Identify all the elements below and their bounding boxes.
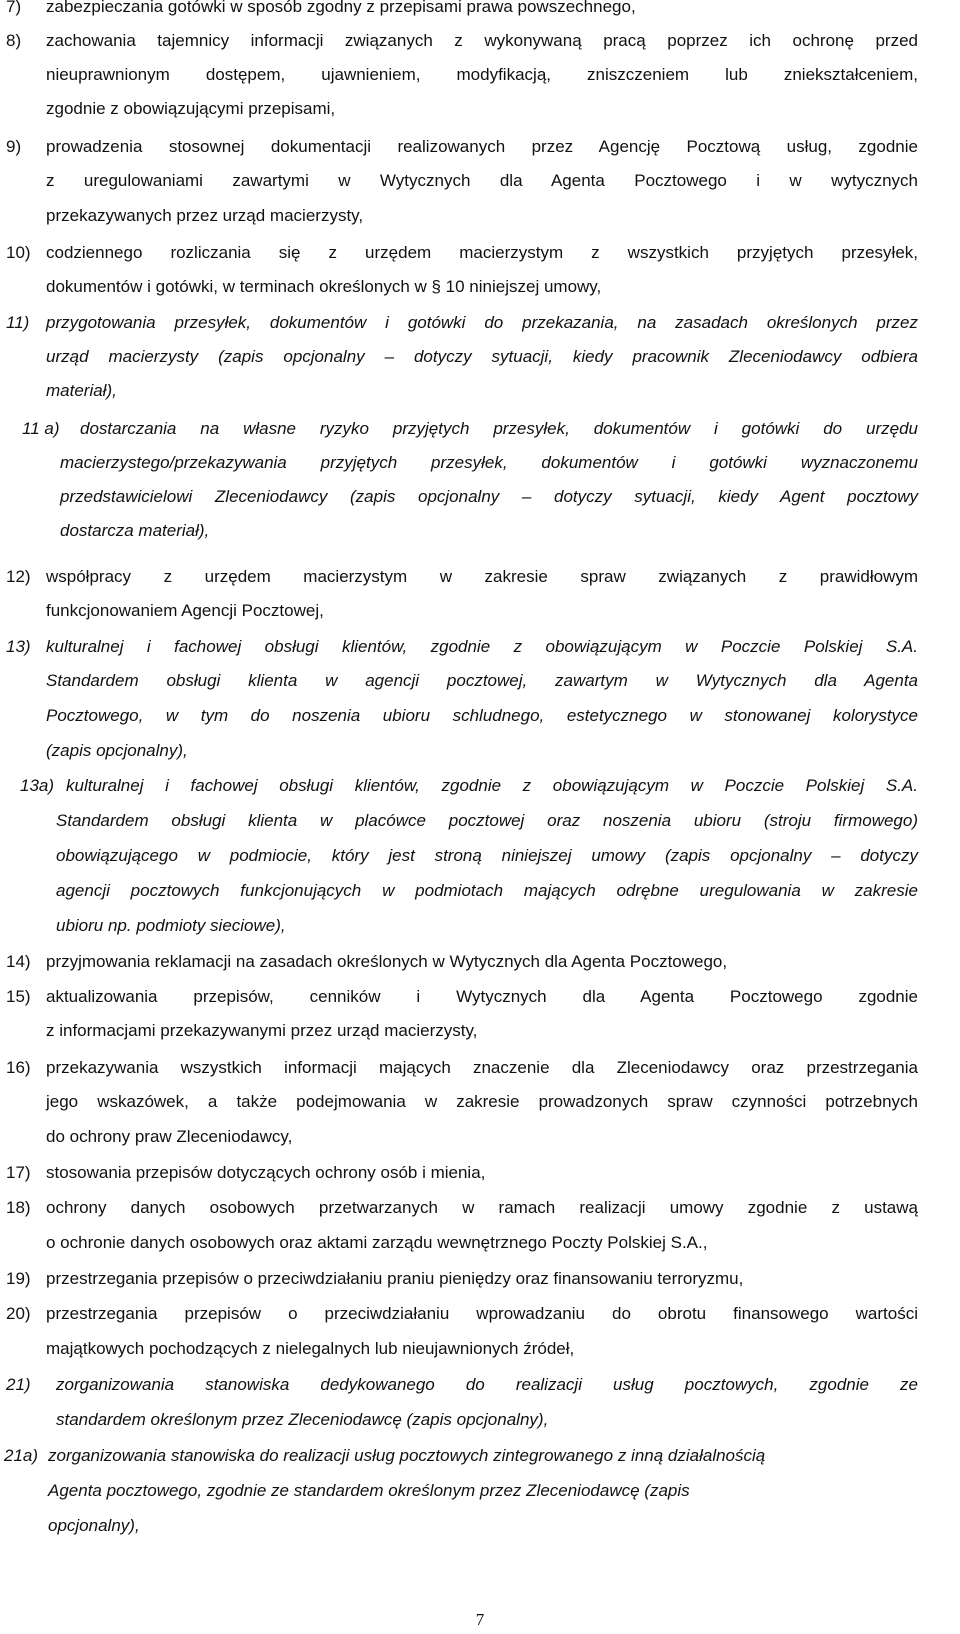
item-text-line: współpracy z urzędem macierzystym w zakresie spraw związanych z prawidłowym <box>46 567 918 586</box>
page-number: 7 <box>475 1610 485 1629</box>
item-text-line: funkcjonowaniem Agencji Pocztowej, <box>46 601 324 620</box>
item-text-line: kulturalnej i fachowej obsługi klientów, zgodnie z obowiązującym w Poczcie Polskiej S.A. <box>66 776 918 795</box>
item-text-line: standardem określonym przez Zleceniodawcę (zapis opcjonalny), <box>56 1410 549 1429</box>
item-text-line: zorganizowania stanowiska dedykowanego do realizacji usług pocztowych, zgodnie ze <box>56 1375 918 1394</box>
item-text-line: kulturalnej i fachowej obsługi klientów, zgodnie z obowiązującym w Poczcie Polskiej S.A. <box>46 637 918 656</box>
item-text-line: przygotowania przesyłek, dokumentów i gotówki do przekazania, na zasadach określonych przez <box>46 313 918 332</box>
item-number: 10) <box>6 243 31 262</box>
item-number: 19) <box>6 1269 31 1288</box>
item-text-line: przyjmowania reklamacji na zasadach określonych w Wytycznych dla Agenta Pocztowego, <box>46 952 728 971</box>
item-number: 13) <box>6 637 31 656</box>
item-number: 12) <box>6 567 31 586</box>
item-text-line: o ochronie danych osobowych oraz aktami zarządu wewnętrznego Poczty Polskiej S.A., <box>46 1233 708 1252</box>
item-text-line: zorganizowania stanowiska do realizacji usług pocztowych zintegrowanego z inną działalnością <box>48 1446 766 1465</box>
item-text-line: jego wskazówek, a także podejmowania w zakresie prowadzonych spraw czynności potrzebnych <box>46 1092 918 1111</box>
item-text-line: obowiązującego w podmiocie, który jest stroną niniejszej umowy (zapis opcjonalny – dotyczy <box>56 846 918 865</box>
item-text-line: dostarczania na własne ryzyko przyjętych przesyłek, dokumentów i gotówki do urzędu <box>80 419 918 438</box>
item-number: 13a) <box>20 776 55 795</box>
item-text-line: majątkowych pochodzących z nielegalnych lub nieujawnionych źródeł, <box>46 1339 575 1358</box>
item-text-line: przekazywanych przez urząd macierzysty, <box>46 206 364 225</box>
item-text-line: opcjonalny), <box>48 1516 140 1535</box>
item-number: 18) <box>6 1198 31 1217</box>
item-number: 15) <box>6 987 31 1006</box>
item-text-line: ochrony danych osobowych przetwarzanych w ramach realizacji umowy zgodnie z ustawą <box>46 1198 918 1217</box>
item-text-line: przestrzegania przepisów o przeciwdziałaniu wprowadzaniu do obrotu finansowego wartości <box>46 1304 918 1323</box>
item-number: 8) <box>6 31 22 50</box>
item-number: 20) <box>6 1304 31 1323</box>
item-text-line: przedstawicielowi Zleceniodawcy (zapis opcjonalny – dotyczy sytuacji, kiedy Agent pocztowy <box>60 487 918 506</box>
item-text-line: stosowania przepisów dotyczących ochrony osób i mienia, <box>46 1163 486 1182</box>
item-text-line: macierzystego/przekazywania przyjętych przesyłek, dokumentów i gotówki wyznaczonemu <box>60 453 918 472</box>
item-text-line: urząd macierzysty (zapis opcjonalny – dotyczy sytuacji, kiedy pracownik Zleceniodawcy odbiera <box>46 347 918 366</box>
item-text-line: Standardem obsługi klienta w agencji pocztowej, zawartym w Wytycznych dla Agenta <box>46 671 918 690</box>
item-text-line: zgodnie z obowiązującymi przepisami, <box>46 99 336 118</box>
item-number: 17) <box>6 1163 31 1182</box>
item-text-line: z informacjami przekazywanymi przez urząd macierzysty, <box>46 1021 478 1040</box>
item-text-line: Agenta pocztowego, zgodnie ze standardem określonym przez Zleceniodawcę (zapis <box>48 1481 690 1500</box>
item-number: 21) <box>6 1375 31 1394</box>
item-text-line: dokumentów i gotówki, w terminach określonych w § 10 niniejszej umowy, <box>46 277 602 296</box>
item-number: 7) <box>6 0 22 16</box>
item-number: 9) <box>6 137 22 156</box>
item-text-line: przestrzegania przepisów o przeciwdziałaniu praniu pieniędzy oraz finansowaniu terroryzmu, <box>46 1269 744 1288</box>
item-text-line: do ochrony praw Zleceniodawcy, <box>46 1127 293 1146</box>
item-number: 11) <box>6 313 30 332</box>
item-text-line: dostarcza materiał), <box>60 521 210 540</box>
item-text-line: nieuprawnionym dostępem, ujawnieniem, modyfikacją, zniszczeniem lub zniekształceniem, <box>46 65 918 84</box>
item-number: 14) <box>6 952 31 971</box>
item-number: 21a) <box>4 1446 39 1465</box>
item-text-line: Pocztowego, w tym do noszenia ubioru schludnego, estetycznego w stonowanej kolorystyce <box>46 706 918 725</box>
item-text-line: aktualizowania przepisów, cenników i Wytycznych dla Agenta Pocztowego zgodnie <box>46 987 918 1006</box>
item-text-line: (zapis opcjonalny), <box>46 741 188 760</box>
item-text-line: codziennego rozliczania się z urzędem macierzystym z wszystkich przyjętych przesyłek, <box>46 243 918 262</box>
item-number: 11 a) <box>22 419 60 438</box>
item-text-line: agencji pocztowych funkcjonujących w podmiotach mających odrębne uregulowania w zakresie <box>56 881 918 900</box>
item-text-line: zachowania tajemnicy informacji związanych z wykonywaną pracą poprzez ich ochronę przed <box>46 31 918 50</box>
item-text-line: materiał), <box>46 381 117 400</box>
item-number: 16) <box>6 1058 31 1077</box>
item-text-line: przekazywania wszystkich informacji mających znaczenie dla Zleceniodawcy oraz przestrzegania <box>46 1058 918 1077</box>
item-text-line: ubioru np. podmioty sieciowe), <box>56 916 286 935</box>
item-text-line: zabezpieczania gotówki w sposób zgodny z przepisami prawa powszechnego, <box>46 0 636 16</box>
item-text-line: Standardem obsługi klienta w placówce pocztowej oraz noszenia ubioru (stroju firmowego) <box>56 811 918 830</box>
item-text-line: prowadzenia stosownej dokumentacji realizowanych przez Agencję Pocztową usług, zgodnie <box>46 137 918 156</box>
item-text-line: z uregulowaniami zawartymi w Wytycznych dla Agenta Pocztowego i w wytycznych <box>46 171 918 190</box>
